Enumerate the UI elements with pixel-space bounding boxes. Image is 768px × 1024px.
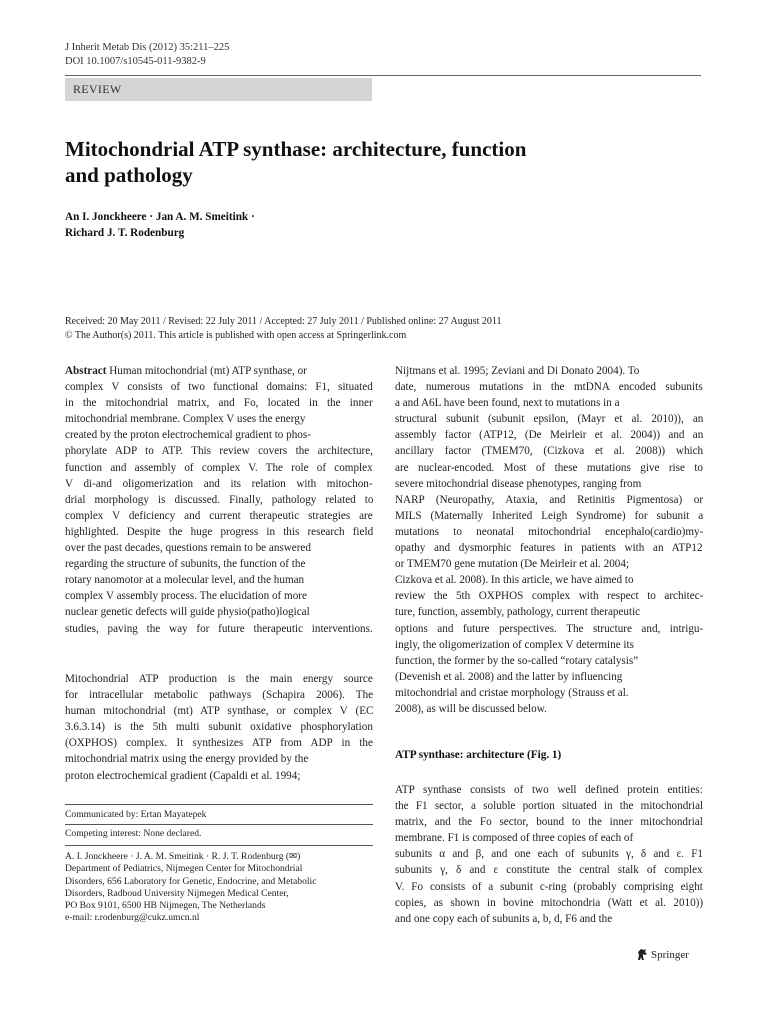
abstract-line: studies, paving the way for future therapeutic interventions.	[65, 622, 373, 635]
body-line: subunits γ, δ and ε constitute the central stalk of complex	[395, 864, 703, 877]
body-line: 3.6.3.14) is the 5th multi subunit oxidative phosphorylation	[65, 721, 373, 734]
abstract-line: mitochondrial membrane. Complex V uses the energy	[65, 413, 306, 426]
body-line: assembly factor (ATP12, (De Meirleir et al. 2004)) and an	[395, 429, 704, 442]
abstract-line: created by the proton electrochemical gradient to phos-	[65, 429, 311, 442]
abstract-line: Abstract Human mitochondrial (mt) ATP synthase, or	[65, 365, 307, 377]
body-line: or TMEM70 gene mutation (De Meirleir et al. 2004;	[395, 558, 630, 571]
body-line: copies, as shown in bovine mitochondria (Watt et al. 2010))	[395, 896, 704, 909]
affiliation-note	[65, 851, 373, 925]
abstract-line: phorylate ADP to ATP. This review covers the architecture,	[65, 445, 373, 458]
abstract-line: complex V consists of two functional domains: F1, situated	[65, 381, 373, 394]
section-heading: ATP synthase: architecture (Fig. 1)	[395, 749, 562, 761]
doi-line: DOI 10.1007/s10545-011-9382-9	[65, 56, 206, 67]
title-line-2: and pathology	[65, 163, 193, 187]
authors-line-1: An I. Jonckheere · Jan A. M. Smeitink ·	[65, 211, 255, 223]
abstract-label: Abstract	[65, 365, 107, 377]
body-line: function, the former by the so-called “rotary catalysis”	[395, 654, 639, 667]
abstract-line: drial morphology is discussed. Finally, pathology related to	[65, 493, 374, 506]
body-line: Mitochondrial ATP production is the main energy source	[65, 673, 373, 685]
affiliation-line: Department of Pediatrics, Nijmegen Center for Mitochondrial	[65, 863, 303, 875]
body-line: subunits α and β, and one each of subunits γ, δ and ε. F1	[395, 848, 703, 861]
affiliation-line: Disorders, 656 Laboratory for Genetic, Endocrine, and Metabolic	[65, 875, 317, 887]
intro-paragraph	[65, 671, 373, 784]
abstract-line: nuclear genetic defects will guide physio(patho)logical	[65, 606, 310, 619]
article-history	[65, 315, 705, 343]
body-line: mutations to neonatal mitochondrial encephalo(cardio)my-	[395, 525, 704, 538]
abstract-line: complex V deficiency and current therapeutic strategies are	[65, 509, 373, 522]
body-line: ture, function, assembly, pathology, current therapeutic	[395, 606, 641, 619]
body-line: ingly, the oligomerization of complex V determine its	[395, 638, 634, 651]
body-line: (Devenish et al. 2008) and the latter by influencing	[395, 670, 623, 683]
body-line: Nijtmans et al. 1995; Zeviani and Di Donato 2004). To	[395, 365, 640, 377]
journal-citation	[65, 41, 229, 69]
abstract	[65, 363, 373, 637]
body-line: options and future perspectives. The structure and, intrigu-	[395, 622, 704, 635]
abstract-line: complex V assembly process. The elucidation of more	[65, 590, 307, 603]
footnote-rule	[65, 845, 373, 846]
footnote-rule	[65, 824, 373, 825]
body-line: human mitochondrial (mt) ATP synthase, or complex V (EC	[65, 705, 374, 718]
section-label: REVIEW	[73, 82, 122, 96]
body-line: review the 5th OXPHOS complex with respect to architec-	[395, 590, 704, 603]
body-line: opathy and dysmorphic features in patients with an ATP12	[395, 542, 703, 555]
publisher-logo	[636, 948, 689, 961]
body-line: proton electrochemical gradient (Capaldi et al. 1994;	[65, 769, 301, 782]
authors-line-2: Richard J. T. Rodenburg	[65, 227, 185, 239]
body-line: Cizkova et al. 2008). In this article, we have aimed to	[395, 574, 634, 587]
abstract-line: V di-and oligomerization and its relation with mitochon-	[65, 477, 373, 490]
communicated-note: Communicated by: Ertan Mayatepek	[65, 809, 207, 820]
body-line: V. Fo consists of a subunit c-ring (probably comprising eight	[395, 880, 703, 893]
abstract-line: regarding the structure of subunits, the function of the	[65, 558, 306, 571]
body-line: a and A6L have been found, next to mutations in a	[395, 397, 620, 410]
body-line: MILS (Maternally Inherited Leigh Syndrome) for subunit a	[395, 509, 704, 522]
author-list	[65, 209, 255, 241]
history-line: Received: 20 May 2011 / Revised: 22 July 2011 / Accepted: 27 July 2011 / Published online: 27 August 2011	[65, 316, 502, 327]
footnote-rule	[65, 804, 373, 805]
section-paragraph	[395, 782, 703, 927]
body-line: for intracellular metabolic pathways (Schapira 2006). The	[65, 689, 374, 702]
abstract-line: over the past decades, questions remain to be answered	[65, 542, 311, 555]
springer-horse-icon	[636, 948, 648, 961]
abstract-line: in the mitochondrial matrix, and Fo, located in the inner	[65, 397, 373, 410]
publisher-name: Springer	[651, 948, 689, 961]
body-line: the F1 sector, a soluble portion situated in the mitochondrial	[395, 800, 704, 813]
right-column-text	[395, 363, 703, 717]
title-line-1: Mitochondrial ATP synthase: architecture, function	[65, 137, 527, 161]
section-label-bar	[65, 78, 372, 101]
body-line: membrane. F1 is composed of three copies of each of	[395, 832, 634, 845]
body-line: and one copy each of subunits a, b, d, F6 and the	[395, 912, 613, 925]
abstract-line: function and assembly of complex V. The role of complex	[65, 461, 373, 474]
body-line: ATP synthase consists of two well defined protein entities:	[395, 784, 703, 796]
body-line: are nuclear-encoded. Most of these mutations give rise to	[395, 461, 703, 474]
abstract-line: highlighted. Despite the huge progress in this research field	[65, 525, 374, 538]
competing-interest-note: Competing interest: None declared.	[65, 828, 202, 839]
journal-line: J Inherit Metab Dis (2012) 35:211–225	[65, 42, 230, 53]
affiliation-line: A. I. Jonckheere · J. A. M. Smeitink · R. J. T. Rodenburg (✉)	[65, 851, 301, 862]
body-line: 2008), as will be discussed below.	[395, 702, 547, 715]
body-line: mitochondrial matrix using the energy provided by the	[65, 753, 309, 766]
affiliation-line: Disorders, Radboud University Nijmegen Medical Center,	[65, 887, 289, 899]
affiliation-line: PO Box 9101, 6500 HB Nijmegen, The Netherlands	[65, 900, 266, 912]
email-line: e-mail: r.rodenburg@cukz.umcn.nl	[65, 912, 200, 924]
body-line: structural subunit (subunit epsilon, (Mayr et al. 2010)), an	[395, 413, 704, 426]
header-rule	[65, 75, 701, 76]
body-line: mitochondrial and cristae morphology (Strauss et al.	[395, 686, 629, 699]
body-line: NARP (Neuropathy, Ataxia, and Retinitis Pigmentosa) or	[395, 493, 704, 506]
body-line: date, numerous mutations in the mtDNA encoded subunits	[395, 381, 703, 394]
body-line: matrix, and the Fo sector, bound to the inner mitochondrial	[395, 816, 703, 829]
body-line: (OXPHOS) complex. It synthesizes ATP from ADP in the	[65, 737, 373, 750]
article-title	[65, 136, 625, 188]
copyright-line: © The Author(s) 2011. This article is published with open access at Springerlink.com	[65, 330, 407, 341]
body-line: ancillary factor (TMEM70, (Cizkova et al. 2008)) which	[395, 445, 704, 458]
abstract-line: rotary nanomotor at a molecular level, and the human	[65, 574, 305, 587]
body-line: severe mitochondrial disease phenotypes, ranging from	[395, 477, 642, 490]
